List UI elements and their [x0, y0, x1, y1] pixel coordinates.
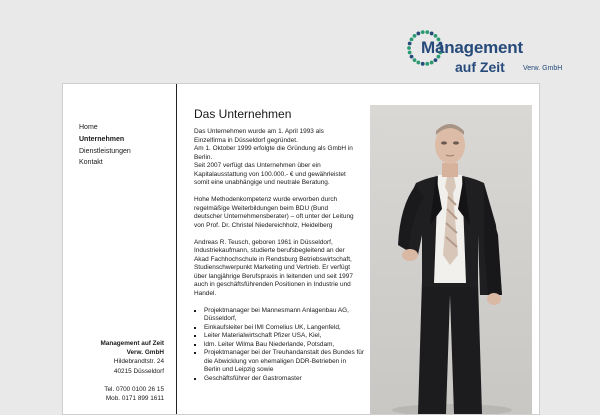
logo-dot	[416, 32, 420, 36]
nav-item-dienstleistungen[interactable]: Dienstleistungen	[79, 147, 131, 155]
logo-dot	[430, 61, 434, 65]
text-line: von Prof. Dr. Christel Niedereichholz, Heidelberg	[194, 221, 333, 229]
logo-dot	[430, 32, 434, 36]
logo-text-verw-gmbh: Verw. GmbH	[523, 65, 563, 72]
logo-dot	[421, 62, 425, 66]
nav-item-home[interactable]: Home	[79, 124, 98, 131]
logo-dot	[413, 34, 417, 38]
paragraph-biography	[194, 239, 364, 299]
text-line: Industriekaufmann, studierte berufsbegleitend an der	[194, 247, 345, 254]
text-line: Andreas R. Teusch, geboren 1961 in Düsseldorf,	[194, 238, 333, 246]
text-line: Studienschwerpunkt Marketing und Vertrieb. Er verfügt	[194, 264, 351, 271]
logo-dot	[434, 58, 438, 62]
list-item: ▪ Einkaufsleiter bei IMI Cornelius UK, Langenfeld,	[204, 324, 364, 333]
text-line: auch in geschäftsführenden Positionen in Industrie und	[194, 281, 351, 288]
text-line: somit eine unabhängige und neutrale Beratung.	[194, 179, 330, 186]
text-line: Das Unternehmen wurde am 1. April 1993 als	[194, 128, 324, 135]
text-line: regelmäßige Weiterbildungen beim BDU (Bund	[194, 204, 329, 212]
company-address	[63, 339, 164, 403]
logo-dot	[425, 62, 429, 66]
list-item: ▪ Geschäftsführer der Gastromaster	[204, 375, 364, 384]
column-divider	[176, 84, 177, 414]
logo-dot	[408, 51, 412, 55]
logo-dot	[416, 61, 420, 65]
text-line: deutscher Unternehmensberater) – oft unter der Leitung	[194, 213, 354, 220]
address-company-suffix: Verw. GmbH	[126, 349, 164, 357]
list-item: ▪ Leiter Materialwirtschaft Pfizer USA, Kiel,	[204, 332, 364, 341]
text-line: Berlin.	[194, 153, 213, 161]
text-line: über langjährige Berufspraxis in leitenden und seit 1997	[194, 272, 353, 280]
address-phone: Tel. 0700 0100 26 15	[104, 385, 164, 393]
text-line: Am 1. Oktober 1999 erfolgte die Gründung als GmbH in	[194, 145, 353, 152]
nav-item-unternehmen[interactable]: Unternehmen	[79, 135, 125, 143]
logo-dot	[407, 46, 411, 50]
paragraph-founding	[194, 128, 364, 188]
address-street: Hildebrandtstr. 24	[113, 358, 164, 366]
logo-dot	[425, 30, 429, 34]
logo-dot	[410, 55, 414, 59]
paragraph-competence	[194, 196, 364, 230]
list-item: ▪ Projektmanager bei Mannesmann Anlagenbau AG, Düsseldorf,	[204, 307, 364, 324]
logo-dot	[413, 58, 417, 62]
text-line: Kapitalausstattung von 100.000.- € und gewährleistet	[194, 170, 346, 178]
company-logo[interactable]	[405, 28, 595, 78]
portrait-photo	[370, 105, 532, 414]
logo-dot	[408, 42, 412, 46]
text-line: Handel.	[194, 289, 217, 297]
list-item: ▪ Projektmanager bei der Treuhandanstalt des Bundes für die Abwicklung von ehemaligen DDR-Betrieben in Berlin und Leipzig sowie	[204, 349, 364, 375]
list-item: ▪ ldm. Leiter Wilma Bau Niederlande, Potsdam,	[204, 341, 364, 350]
portrait-illustration	[370, 105, 532, 414]
career-list	[194, 307, 364, 384]
nav-item-kontakt[interactable]: Kontakt	[79, 159, 103, 167]
content-area	[194, 107, 364, 383]
text-line: Akad Fachhochschule in Rendsburg Betriebswirtschaft,	[194, 255, 352, 263]
text-line: Seit 2007 verfügt das Unternehmen über ein	[194, 162, 321, 169]
logo-dot	[410, 37, 414, 41]
logo-text-management: Management	[421, 38, 523, 57]
main-panel	[62, 83, 540, 415]
address-city: 40215 Düsseldorf	[113, 367, 164, 375]
main-navigation	[79, 122, 131, 169]
text-line: Einzelfirma in Düsseldorf gegründet.	[194, 136, 298, 144]
address-mobile: Mob. 0171 899 1611	[105, 395, 164, 403]
address-company-name: Management auf Zeit	[100, 340, 164, 347]
text-line: Hohe Methodenkompetenz wurde erworben durch	[194, 196, 338, 203]
page-title: Das Unternehmen	[194, 107, 292, 121]
logo-text-auf-zeit: auf Zeit	[455, 59, 505, 75]
logo-dot	[421, 30, 425, 34]
